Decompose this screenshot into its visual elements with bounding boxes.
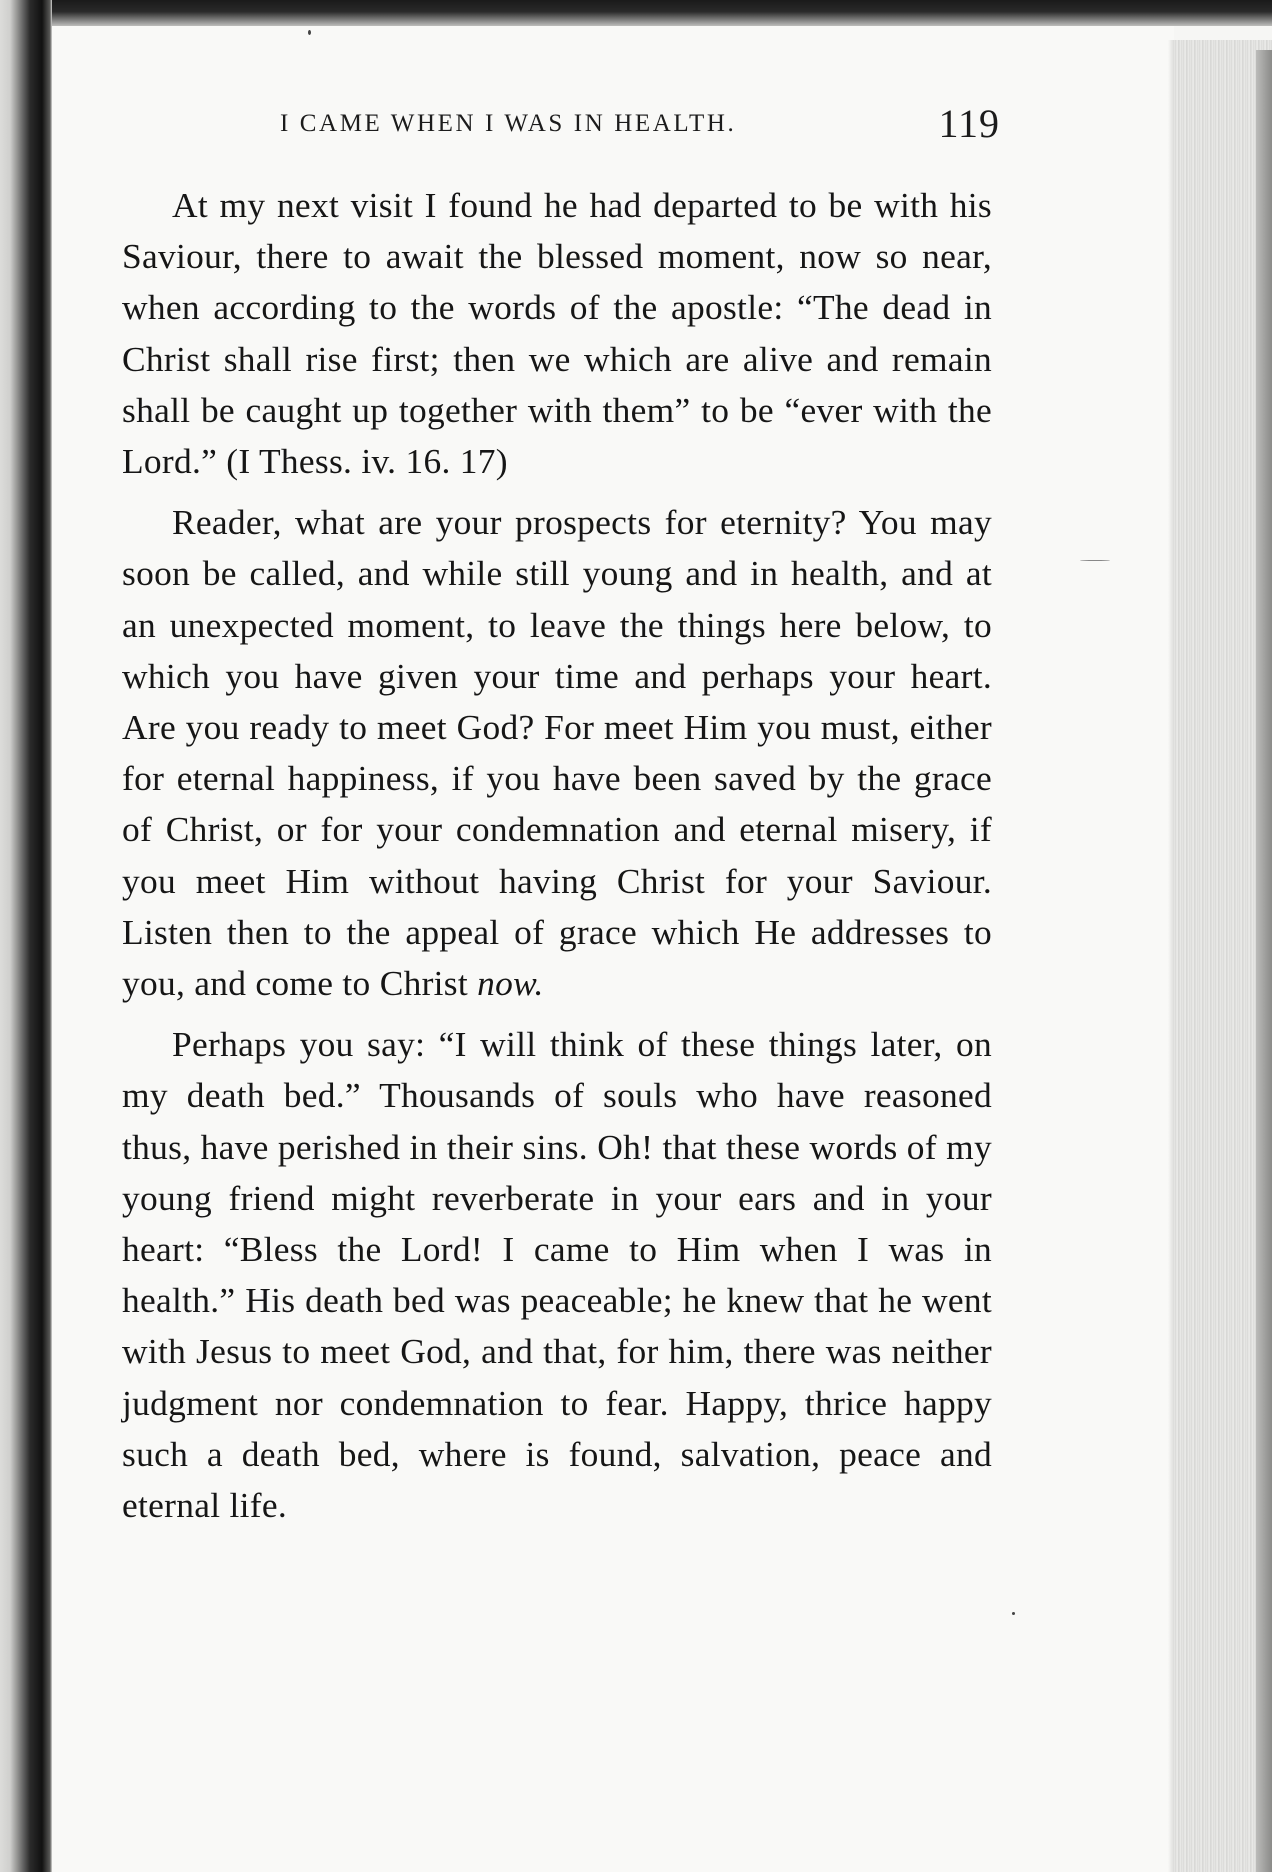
body-text	[122, 180, 992, 1531]
running-title: I CAME WHEN I WAS IN HEALTH.	[280, 110, 737, 137]
paragraph-2-italic: now.	[477, 963, 544, 1004]
paragraph-3: Perhaps you say: “I will think of these things later, on my death bed.” Thousands of souls who have reasoned thus, have perished in their sins. Oh! that these words of my young friend might reverberate in your ears and in your heart: “Bless the Lord! I came to Him when I was in health.” His death bed was peaceable; he knew that he went with Jesus to meet God, and that, for him, there was neither judgment nor condemnation to fear. Happy, thrice happy such a death bed, where is found, salvation, peace and eternal life.	[122, 1024, 992, 1526]
page-number: 119	[938, 101, 1000, 146]
paragraph-2-text: Reader, what are your prospects for eternity? You may soon be called, and while still young and in health, and at an unexpected moment, to leave the things here below, to which you have given your time and perhaps your heart. Are you ready to meet God? For meet Him you must, either for eternal happiness, if you have been saved by the grace of Christ, or for your condemnation and eternal misery, if you meet Him without having Christ for your Saviour. Listen then to the appeal of grace which He addresses to you, and come to Christ	[122, 502, 992, 1004]
running-head	[280, 101, 1000, 146]
paragraph-1: At my next visit I found he had departed to be with his Saviour, there to await the blessed moment, now so near, when according to the words of the apostle: “The dead in Christ shall rise first; then we which are alive and remain shall be caught up together with them” to be “ever with the Lord.” (I Thess. iv. 16. 17)	[122, 185, 992, 482]
scan-right-edge	[1256, 50, 1272, 1872]
scan-speck	[1012, 1612, 1015, 1615]
scan-speck	[1080, 560, 1110, 561]
paragraph-2	[122, 497, 992, 1009]
scan-top-edge	[0, 0, 1272, 26]
scan-speck	[308, 30, 311, 35]
book-binding	[0, 0, 52, 1872]
